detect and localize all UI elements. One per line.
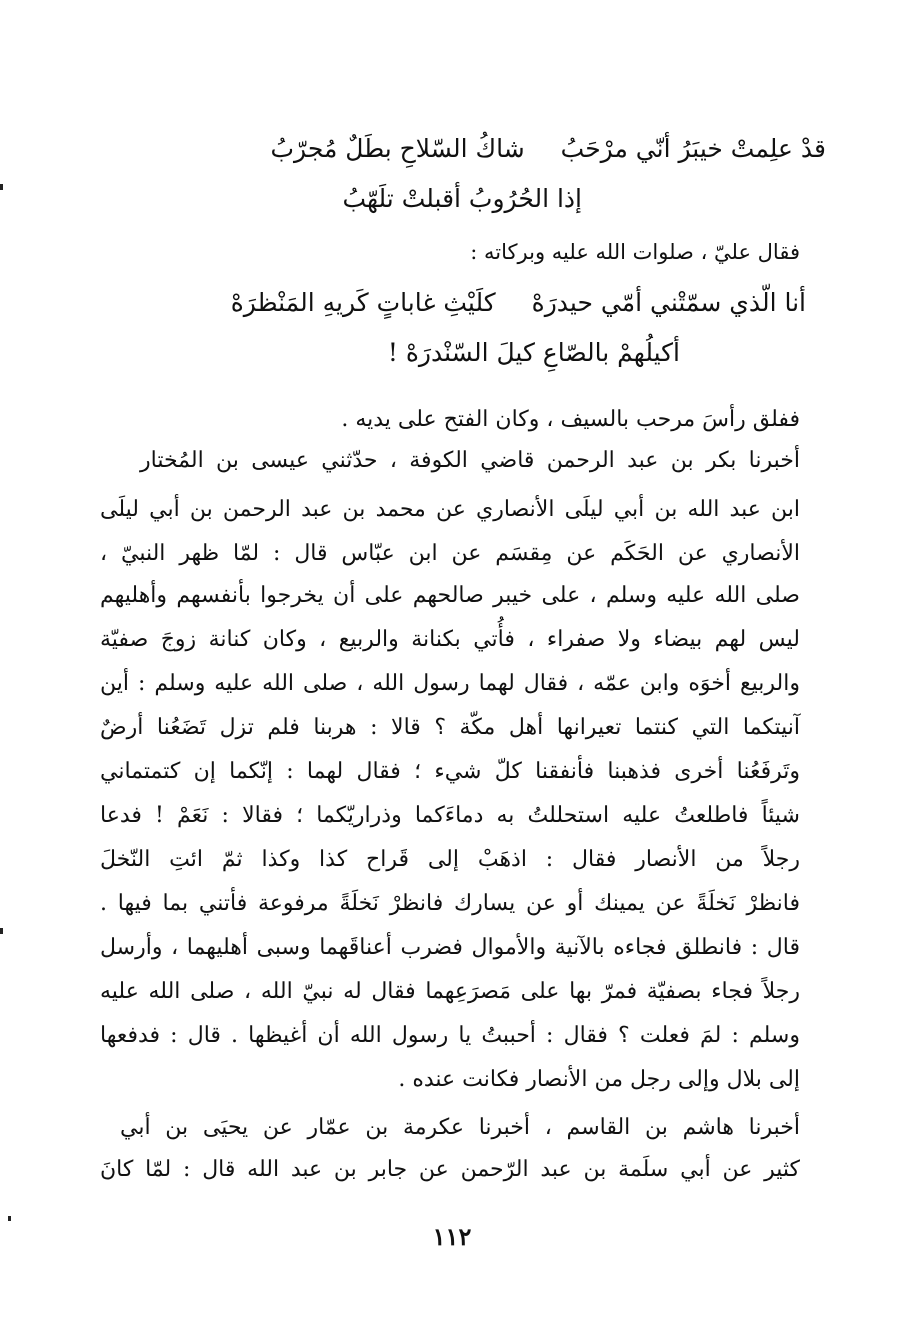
para2-line: شيئاً فاطلعتُ عليه استحللتُ به دماءَكما وذراريّكما ؛ فقالا : نَعَمْ ! فدعا [100,803,800,828]
para2-line: إلى بلال وإلى رجل من الأنصار فكانت عنده . [398,1067,800,1092]
intro-line: فقال عليّ ، صلوات الله عليه وبركاته : [470,240,800,264]
para3-line: كثير عن أبي سلَمة بن عبد الرّحمن عن جابر بن عبد الله قال : لمّا كانَ [100,1157,800,1182]
para2-line: فانظرْ نَخلَةً عن يمينك أو عن يسارك فانظرْ نَخلَةً مرفوعة فأتني بما فيها . [100,891,800,916]
page-number: ١١٢ [432,1222,472,1251]
margin-scan-mark [0,928,3,934]
para1-line: ففلق رأسَ مرحب بالسيف ، وكان الفتح على يديه . [341,407,800,432]
margin-scan-mark [8,1216,11,1221]
para2-line: وسلم : لمَ فعلت ؟ فقال : أحببتُ يا رسول الله أن أغيظها . قال : فدفعها [100,1023,800,1048]
poem1-line2: إذا الحُرُوبُ أقبلتْ تلَهّبُ [342,184,582,213]
para3-line: أخبرنا هاشم بن القاسم ، أخبرنا عكرمة بن عمّار عن يحيَى بن أبي [120,1115,800,1140]
para2-line: أخبرنا بكر بن عبد الرحمن قاضي الكوفة ، حدّثني عيسى بن المُختار [140,448,800,473]
para2-line: ليس لهم بيضاء ولا صفراء ، فأُتي بكنانة والربيع ، وكان كنانة زوجَ صفيّة [100,627,800,652]
para2-line: آنيتكما التي كنتما تعيرانها أهل مكّة ؟ قالا : هربنا فلم تزل تَضَعُنا أرضٌ [100,715,800,740]
para2-line: رجلاً فجاء بصفيّة فمرّ بها على مَصرَعِهما فقال له نبيّ الله ، صلى الله عليه [100,979,800,1004]
margin-scan-mark [0,184,3,190]
para2-line: صلى الله عليه وسلم ، على خيبر صالحهم على أن يخرجوا بأنفسهم وأهليهم [100,583,800,608]
poem1-hemistich-left: شاكُ السّلاحِ بطَلٌ مُجرّبُ [270,134,525,163]
poem1-hemistich-right: قدْ علِمتْ خيبَرُ أنّي مرْحَبُ [560,134,826,163]
para2-line: قال : فانطلق فجاءه بالآنية والأموال فضرب أعناقَهما وسبى أهليهما ، وأرسل [100,935,800,960]
para2-line: ابن عبد الله بن أبي ليلَى الأنصاري عن محمد بن عبد الرحمن بن أبي ليلَى [100,497,800,522]
poem2-line1 [231,288,806,318]
poem2-hemistich-right: أنا الّذي سمّتْني أمّي حيدرَهْ [531,288,806,317]
poem2-line2: أكيلُهمْ بالصّاعِ كيلَ السّنْدرَهْ ! [387,338,680,367]
para2-line: والربيع أخوَه وابن عمّه ، فقال لهما رسول الله ، صلى الله عليه وسلم : أين [100,671,800,696]
poem2-hemistich-left: كلَيْثِ غاباتٍ كَريهِ المَنْظرَهْ [230,288,496,317]
poem1-line1 [270,134,826,164]
para2-line: وتَرفَعُنا أخرى فذهبنا فأنفقنا كلّ شيء ؛ فقال لهما : إنّكما إن كتمتماني [100,759,800,784]
para2-line: الأنصاري عن الحَكَم عن مِقسَم عن ابن عبّاس قال : لمّا ظهر النبيّ ، [100,541,800,566]
para2-line: رجلاً من الأنصار فقال : اذهَبْ إلى قَراح كذا وكذا ثمّ ائتِ النّخلَ [100,847,800,872]
